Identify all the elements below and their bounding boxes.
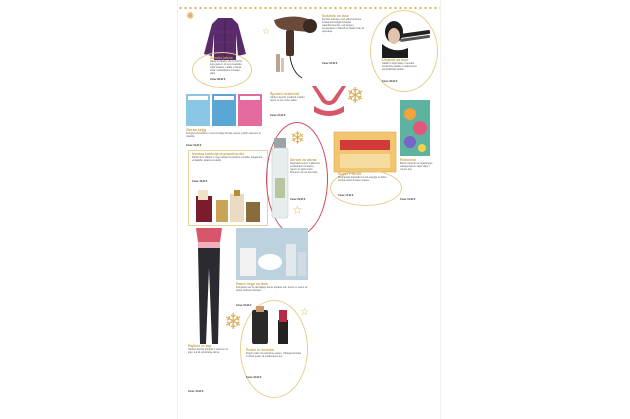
straightener-caption xyxy=(382,58,426,83)
spa-text: Kompleten set za razvajanje doma: kopalne soli, kreme in sveče za pravo wellness izkušnjo. xyxy=(236,286,308,292)
pajamas-price: Cena: 44,90 € xyxy=(188,390,204,393)
makeup-price: Cena: 22,90 € xyxy=(246,376,262,379)
serum-caption xyxy=(290,158,322,201)
jacket-text: Jakna za hladne dni, ki vas bo lepo grela in ob tem poudarila vašo postavo. Lahka, a hkrati topla, vodoodporna zunanja plast. xyxy=(210,60,243,75)
magazines-caption xyxy=(186,128,262,147)
dryer-price: Cena: 64,90 € xyxy=(322,62,338,65)
perfume-caption xyxy=(192,152,264,183)
perfume-set-image xyxy=(194,184,264,224)
hair-dryer-image xyxy=(268,12,320,84)
sportbra-price: Cena: 24,90 € xyxy=(270,114,286,117)
perfume-text: Darilni set z dišavo in nego telesa za posebne trenutke. Elegantna embalaža, idealna za darilo. xyxy=(192,156,263,162)
leggings-image xyxy=(192,228,226,346)
supplement-caption xyxy=(338,172,394,197)
serum-title: Serum za obraz xyxy=(290,158,317,162)
makeup-image xyxy=(250,306,298,346)
star-icon: ☆ xyxy=(292,203,303,217)
supplement-price: Cena: 14,90 € xyxy=(338,194,354,197)
jacket-price: Cena: 89,90 € xyxy=(210,78,226,81)
supplement-text: Prehransko dopolnilo za več energije in dobro počutje skozi zimske mesece. xyxy=(338,176,387,182)
planner-caption xyxy=(400,158,434,201)
planner-title: Rokovnik xyxy=(400,158,417,162)
serum-price: Cena: 29,90 € xyxy=(290,198,306,201)
dryer-text: Za hitro sušenje in lep videz pričeske. Ionska tehnologija zmanjša naelektrenost las, več stopenj temperature in hitrosti ter hladni zrak za utrjevanje. xyxy=(322,18,364,33)
snowflake-icon: ✺ xyxy=(186,11,195,22)
serum-bottle-image xyxy=(270,138,290,220)
jacket-caption xyxy=(210,56,244,81)
sportbra-title: Športni nederček xyxy=(270,92,300,96)
straightener-title: Likalnik za lase xyxy=(382,58,409,62)
serum-text: Negovalni serum z aktivnimi sestavinami za vlažno, napeto in sijočo kožo. Primeren za vse tipe kože. xyxy=(290,162,320,174)
magazines-image xyxy=(186,92,262,128)
supplement-title: Super PRESS xyxy=(338,172,362,176)
sportbra-caption xyxy=(270,92,310,117)
makeup-text: Popoln videz za praznične večere. Obstojna šminka in lahek puder za enakomeren ten. xyxy=(246,352,301,358)
magazines-price: Cena: 19,90 € xyxy=(186,144,202,147)
spa-price: Cena: 34,90 € xyxy=(236,304,252,307)
spa-title: Paket nege za dom xyxy=(236,282,269,286)
straightener-image xyxy=(376,14,432,58)
planner-image xyxy=(400,100,430,156)
perfume-price: Cena: 49,90 € xyxy=(192,180,208,183)
makeup-caption xyxy=(246,348,302,379)
dryer-caption xyxy=(322,14,364,65)
dryer-title: Sušilnik za lase xyxy=(322,14,349,18)
sportbra-text: Udoben športni modrček z dobro oporo za vse vrste vadbe. xyxy=(270,96,305,102)
jacket-title: Zimska jakna xyxy=(210,56,233,60)
planner-text: Barvit rokovnik za organizacijo vašega časa in zapis ciljev v novem letu. xyxy=(400,162,433,171)
pajamas-text: Udoben športni komplet z vzorcem za jogo, tek ali sproščanje doma. xyxy=(188,348,228,354)
star-icon: ☆ xyxy=(262,27,271,37)
perfume-title: Izvrstna kolekcija za praznične dni xyxy=(192,152,245,156)
snowflake-icon: ❄ xyxy=(290,128,306,149)
straightener-text: Gladki in sijoči lasje v trenutku. Keramične plošče z enakomerno porazdelitvijo toplote. xyxy=(382,62,417,71)
makeup-title: Puder in šminka xyxy=(246,348,274,352)
spa-set-image xyxy=(236,228,308,280)
snowflake-icon: ❄ xyxy=(224,310,243,335)
magazines-title: Zbirka knjig xyxy=(186,128,207,132)
sportbra-image xyxy=(308,84,350,118)
straightener-price: Cena: 39,90 € xyxy=(382,80,398,83)
star-icon: ☆ xyxy=(300,307,309,318)
magazines-text: Komplet priročnikov in revij za dolge zimske večere, polnih nasvetov in navdiha. xyxy=(186,132,261,138)
planner-price: Cena: 12,90 € xyxy=(400,198,416,201)
pajamas-title: Pajkice in top xyxy=(188,344,212,348)
snowflake-icon: ❄ xyxy=(346,84,365,109)
pajamas-caption xyxy=(188,344,230,393)
